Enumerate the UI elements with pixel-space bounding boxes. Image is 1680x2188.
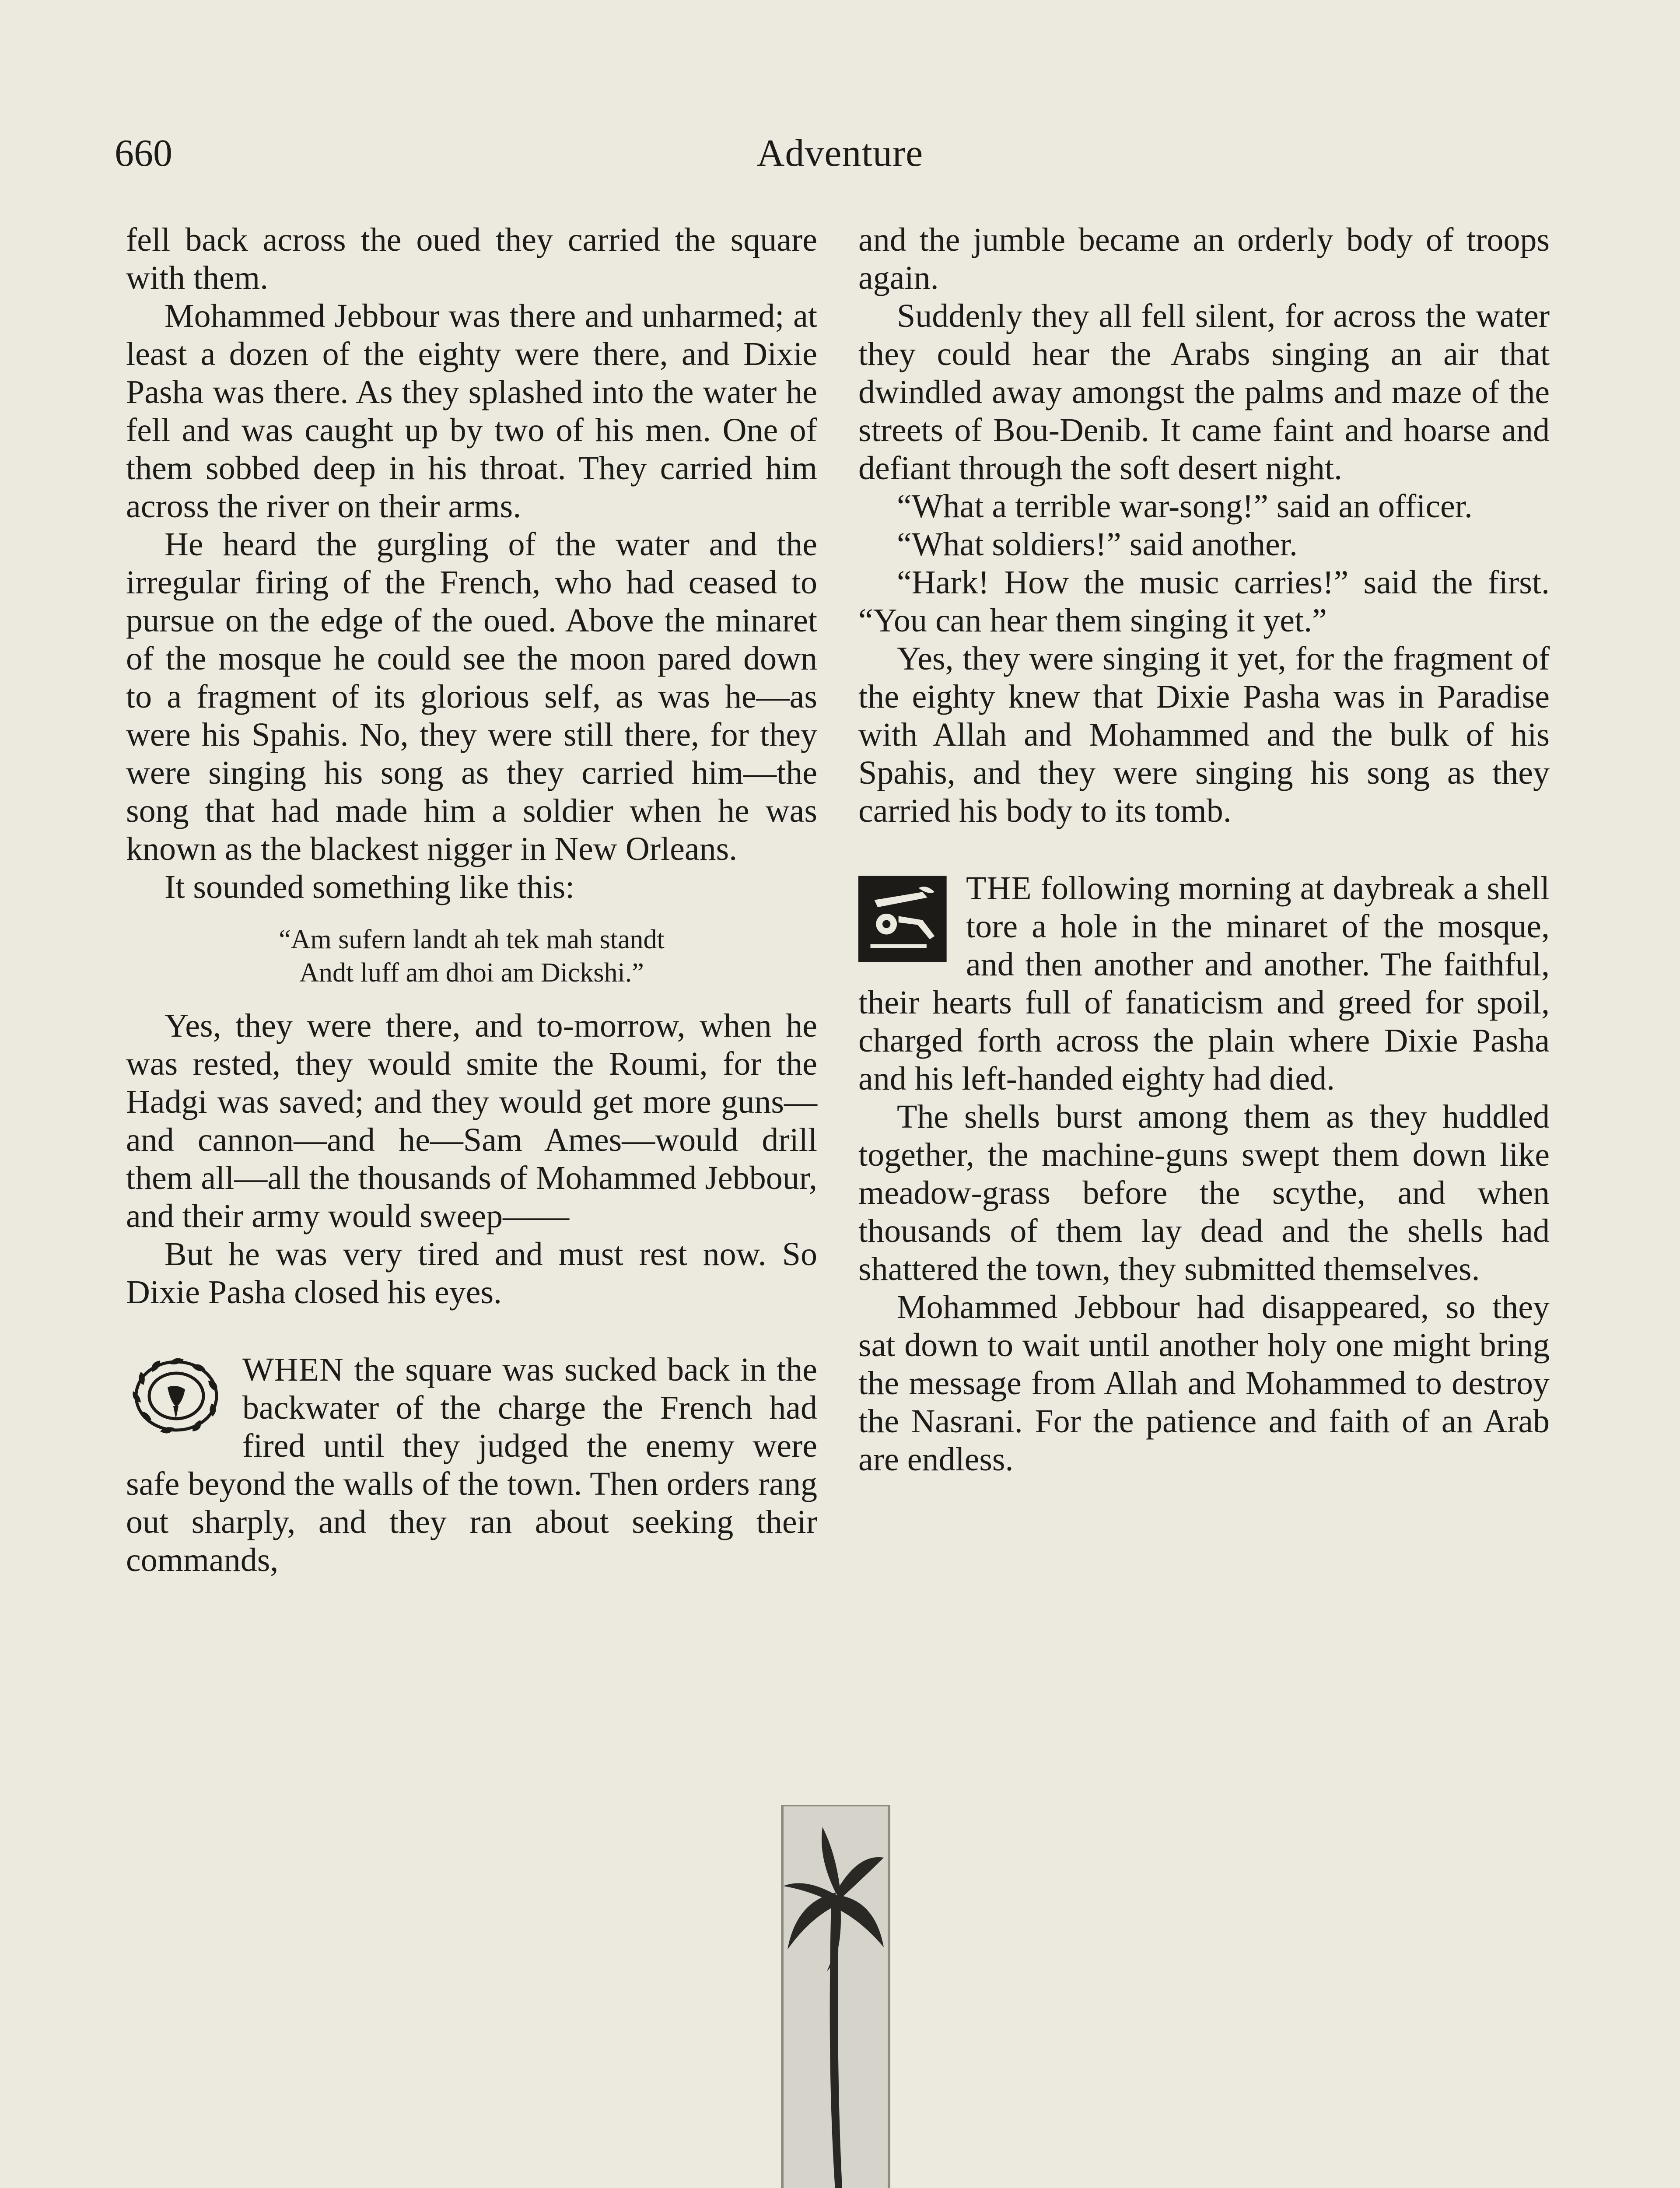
section-text: following morning at daybreak a shell tore a hole in the minaret of the mosque, and then another and another. The faithful, their hearts full of fanaticism and greed for spoil, charged forth across the plain where Dixie Pasha and his left-handed eighty had died. (858, 870, 1550, 1097)
paragraph: Yes, they were there, and to-morrow, when he was rested, they would smite the Roumi, for the Hadgi was saved; and they would get more guns—and cannon—and he—Sam Ames—would drill them all—all the thousands of Mohammed Jebbour, and their army would sweep—— (126, 1007, 817, 1234)
paragraph: “What soldiers!” said another. (897, 526, 1298, 563)
section-lead-word: THE (966, 870, 1032, 907)
paragraph: Suddenly they all fell silent, for across the water they could hear the Arabs singing an air that dwindled away amongst the palms and maze of the streets of Bou-Denib. It came faint and hoarse and defiant through the soft desert night. (858, 298, 1550, 487)
section-opening (126, 1351, 817, 1579)
paragraph: He heard the gurgling of the water and the irregular firing of the French, who had ceased to pursue on the edge of the oued. Above the minaret of the mosque he could see the moon pared down to a fragment of its glorious self, as was he—as were his Spahis. No, they were still there, for they were singing his song as they carried him—the song that had made him a soldier when he was known as the blackest nigger in New Orleans. (126, 526, 817, 867)
paragraph: Yes, they were singing it yet, for the fragment of the eighty knew that Dixie Pasha was in Paradise with Allah and Mohammed and the bulk of his Spahis, and they were singing his song as they carried his body to its tomb. (858, 640, 1550, 829)
paragraph: “Hark! How the music carries!” said the first. “You can hear them singing it yet.” (858, 564, 1550, 639)
paragraph: Mohammed Jebbour had disappeared, so they sat down to wait until another holy one might bring the message from Allah and Mohammed to destroy the Nasrani. For the patience and faith of an Arab are endless. (858, 1289, 1550, 1478)
running-title: Adventure (756, 132, 924, 175)
right-column (858, 221, 1550, 1479)
left-column (126, 221, 817, 1579)
page-number: 660 (115, 132, 172, 175)
section-text: the square was sucked back in the backwater of the charge the French had fired until they judged the enemy were safe beyond the walls of the town. Then orders rang out sharply, and they ran about seeking their commands, (126, 1351, 817, 1578)
section-lead-word: WHEN (242, 1351, 344, 1388)
paragraph: fell back across the oued they carried the square with them. (126, 221, 817, 296)
palm-tree-illustration (779, 1805, 892, 2188)
paragraph: and the jumble became an orderly body of troops again. (858, 221, 1550, 296)
paragraph: “What a terrible war-song!” said an officer. (897, 488, 1473, 525)
paragraph: But he was very tired and must rest now. So Dixie Pasha closed his eyes. (126, 1236, 817, 1311)
paragraph: The shells burst among them as they huddled together, the machine-guns swept them down like meadow-grass before the scythe, and when thousands of them lay dead and the shells had shattered the town, they submitted themselves. (858, 1098, 1550, 1287)
verse-line: “Am sufern landt ah tek mah standt (279, 925, 665, 954)
paragraph: It sounded something like this: (164, 869, 575, 905)
wreath-ornament-icon (126, 1354, 231, 1438)
paragraph: Mohammed Jebbour was there and unharmed; at least a dozen of the eighty were there, and Dixie Pasha was there. As they splashed into the water he fell and was caught up by two of his men. One of them sobbed deep in his throat. They carried him across the river on their arms. (126, 298, 817, 525)
page-header (0, 131, 1680, 188)
verse-line: Andt luff am dhoi am Dickshi.” (299, 958, 644, 988)
song-verse (126, 923, 817, 989)
cannon-ornament-icon (858, 873, 955, 967)
section-opening (858, 870, 1550, 1098)
